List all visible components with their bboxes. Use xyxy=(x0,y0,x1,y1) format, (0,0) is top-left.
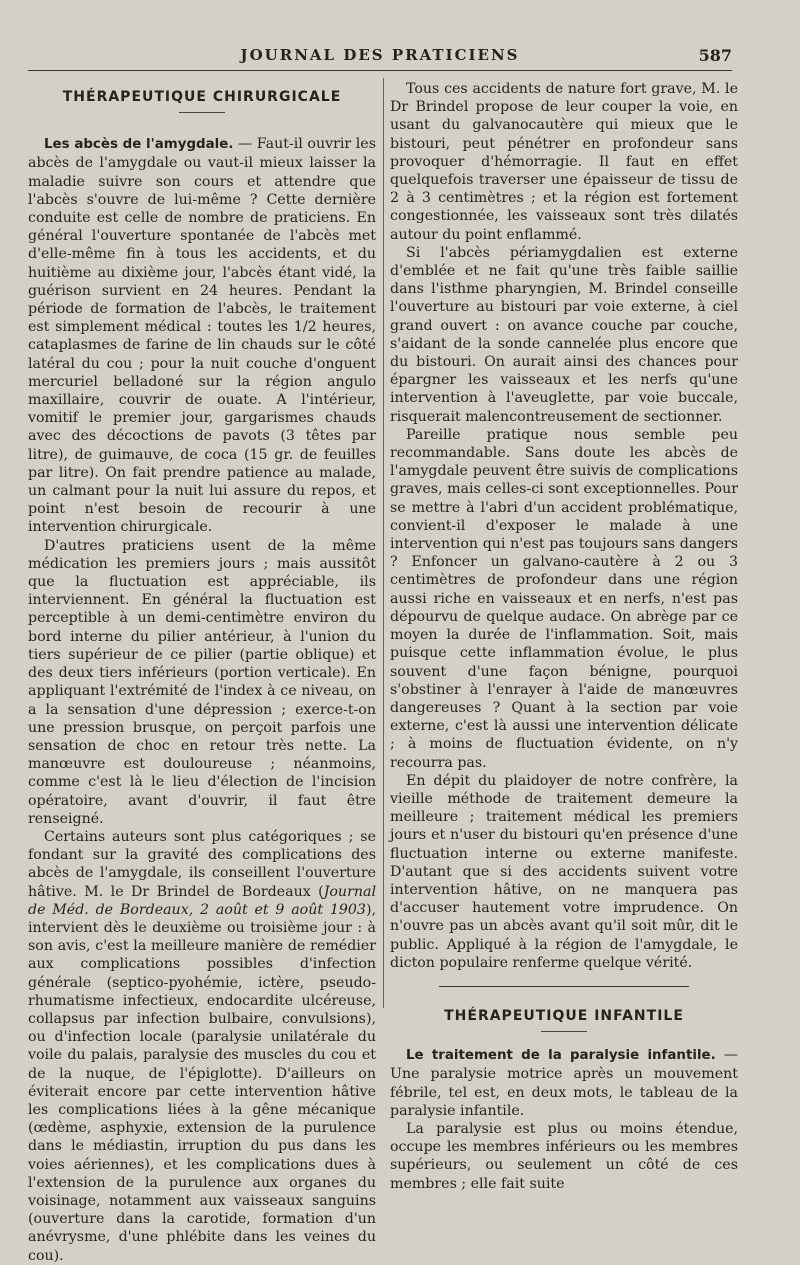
running-head xyxy=(28,40,732,71)
section-heading-chirurgicale: THÉRAPEUTIQUE CHIRURGICALE xyxy=(62,89,342,105)
heading-rule xyxy=(179,112,225,113)
paragraph: D'autres praticiens usent de la même médication les premiers jours ; mais aussitôt que la fluctuation est appréciable, ils interviennent. En général la fluctuation est perceptible à un demi-centimètre environ du bord interne du pilier antérieur, à l'union du tiers supérieur de ce pilier (partie oblique) et des deux tiers inférieurs (portion verticale). En appliquant l'extrémité de l'index à ce niveau, on a la sensation d'une dépression ; exerce-t-on une pression brusque, on perçoit parfois une sensation de choc en retour très nette. La manœuvre est douloureuse ; néanmoins, comme c'est là le lieu d'élection de l'incision opératoire, avant d'ouvrir, il faut être renseigné. xyxy=(28,537,376,827)
paragraph: Si l'abcès périamygdalien est externe d'emblée et ne fait qu'une très faible saillie dans l'isthme pharyngien, M. Brindel conseille l'ouverture au bistouri par voie externe, à ciel grand ouvert : on avance couche par couche, s'aidant de la sonde cannelée plus encore que du bistouri. On aurait ainsi des chances pour épargner les vaisseaux et les nerfs qu'une intervention à l'aveuglette, par voie buccale, risquerait malencontreusement de sectionner. xyxy=(390,244,738,425)
running-title: JOURNAL DES PRATICIENS xyxy=(240,46,520,64)
paragraph: La paralysie est plus ou moins étendue, occupe les membres inférieurs ou les membres supérieurs, ou seulement un côté de ces membres ; elle fait suite xyxy=(390,1120,738,1192)
paragraph xyxy=(28,828,376,1265)
paragraph xyxy=(390,1046,738,1120)
paragraph: Tous ces accidents de nature fort grave, M. le Dr Brindel propose de leur couper la voie, en usant du galvanocautère qui mieux que le bistouri, peut pénétrer en profondeur sans provoquer d'hémorragie. Il faut en effet quelquefois traverser une épaisseur de tissu de 2 à 3 centimètres ; et la région est fortement congestionnée, les vaisseaux sont très dilatés autour du point enflammé. xyxy=(390,81,738,243)
column-divider xyxy=(383,78,384,1008)
left-column xyxy=(28,80,376,1264)
right-column xyxy=(390,80,738,1192)
paragraph-text: Certains auteurs sont plus catégoriques ; se fondant sur la gravité des complications des abcès de l'amygdale, ils conseillent l'ouverture hâtive. M. le Dr Brindel de Bordeaux ( xyxy=(28,828,376,900)
paragraph-text: — Une paralysie motrice après un mouvement fébrile, tel est, en deux mots, le tableau de la paralysie infantile. xyxy=(390,1047,738,1119)
paragraph: En dépit du plaidoyer de notre confrère, la vieille méthode de traitement demeure la meilleure ; traitement médical les premiers jours et n'user du bistouri qu'en présence d'une fluctuation interne ou externe manifeste. D'autant que si des accidents suivent votre intervention hâtive, on ne manquera pas d'accuser hautement votre imprudence. On n'ouvre pas un abcès avant qu'il soit mûr, dit le public. Appliqué à la région de l'amygdale, le dicton populaire renferme quelque vérité. xyxy=(390,772,738,971)
page-number: 587 xyxy=(698,46,732,65)
section-rule xyxy=(439,986,689,987)
journal-reference: Journal de Méd. de Bordeaux, 2 août et 9 août 1903 xyxy=(28,883,376,918)
paragraph-text: — Faut-il ouvrir les abcès de l'amygdale ou vaut-il mieux laisser la maladie suivre son cours et attendre que l'abcès s'ouvre de lui-même ? Cette dernière conduite est celle de nombre de praticiens. En général l'ouverture spontanée de l'abcès met d'elle-même fin à tous les accidents, et du huitième au dixième jour, l'abcès étant vidé, la guérison survient en 24 heures. Pendant la période de formation de l'abcès, le traitement est simplement médical : toutes les 1/2 heures, cataplasmes de farine de lin chauds sur le côté latéral du cou ; pour la nuit couche d'onguent mercuriel belladoné sur la région angulo maxillaire, couvrir de ouate. A l'intérieur, vomitif le premier jour, gargarismes chauds avec des décoctions de pavots (3 têtes par litre), de guimauve, de coca (15 gr. de feuilles par litre). On fait prendre patience au malade, un calmant pour la nuit lui assure du repos, et point n'est besoin de recourir à une intervention chirurgicale. xyxy=(28,136,376,536)
section-heading-infantile: THÉRAPEUTIQUE INFANTILE xyxy=(444,1007,684,1024)
article-title-paralysie: Le traitement de la paralysie infantile. xyxy=(406,1048,716,1064)
paragraph xyxy=(28,135,376,536)
paragraph: Pareille pratique nous semble peu recommandable. Sans doute les abcès de l'amygdale peuvent être suivis de complications graves, mais celles-ci sont exceptionnelles. Pour se mettre à l'abri d'un accident problématique, convient-il d'exposer le malade à une intervention qui n'est pas toujours sans dangers ? Enfoncer un galvano-cautère à 2 ou 3 centimètres de profondeur dans une région aussi riche en vaisseaux et en nerfs, n'est pas dépourvu de quelque audace. On abrège par ce moyen la durée de l'inflammation. Soit, mais puisque cette inflammation évolue, le plus souvent d'une façon bénigne, pourquoi s'obstiner à l'enrayer à l'aide de manœuvres dangereuses ? Quant à la section par voie externe, c'est là aussi une intervention délicate ; à moins de fluctuation évidente, on n'y recourra pas. xyxy=(390,426,738,771)
article-title-amygdale: Les abcès de l'amygdale. xyxy=(44,137,234,153)
heading-rule xyxy=(541,1031,587,1032)
paragraph-text: ), intervient dès le deuxième ou troisième jour : à son avis, c'est la meilleure manière de remédier aux complications possibles d'infection générale (septico-pyohémie, ictère, pseudo-rhumatisme infectieux, endocardite ulcéreuse, collapsus par infection bulbaire, convulsions), ou d'infection locale (paralysie unilatérale du voile du palais, paralysie des muscles du cou et de la nuque, de l'épiglotte). D'ailleurs on éviterait encore par cette intervention hâtive les complications liées à la gêne mécanique (œdème, asphyxie, extension de la purulence dans le médiastin, irruption du pus dans les voies aériennes), et les complications dues à l'extension de la purulence aux organes du voisinage, notamment aux vaisseaux sanguins (ouverture dans la carotide, formation d'un anévrysme, d'une phlébite dans les veines du cou). xyxy=(28,901,376,1264)
